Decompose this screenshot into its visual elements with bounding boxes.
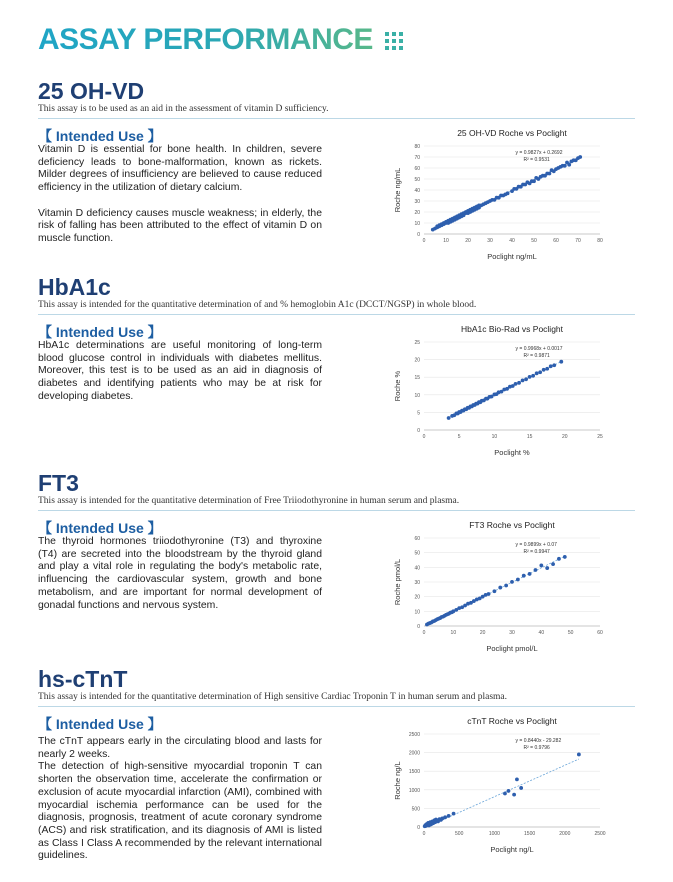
y-tick-label: 70: [414, 155, 420, 161]
y-tick-label: 1500: [408, 769, 420, 776]
data-point: [545, 566, 549, 570]
x-tick-label: 70: [575, 238, 581, 244]
y-tick-label: 30: [414, 199, 420, 205]
x-tick-label: 10: [491, 434, 498, 440]
x-tick-label: 15: [526, 434, 533, 440]
data-point: [507, 789, 511, 793]
x-tick-label: 25: [597, 434, 603, 440]
data-point: [447, 416, 451, 420]
y-axis-label: Roche pmol/L: [393, 558, 402, 606]
data-point: [531, 374, 535, 378]
data-point: [503, 792, 507, 796]
data-point: [452, 812, 456, 816]
x-tick-label: 1500: [524, 831, 536, 837]
chart-ft3: [390, 516, 610, 656]
x-tick-label: 0: [422, 630, 426, 636]
chart-svg: [390, 712, 610, 857]
body-paragraph: HbA1c determinations are useful monitoring of long-term blood glucose control in individuals with diabetes mellitus. Moreover, this test is to be used as an aid in diagnosis of diabetes and identifying patients who may be at risk for developing diabetes.: [38, 340, 322, 402]
r-squared: R² = 0.9796: [523, 745, 550, 751]
section-subtitle: This assay is intended for the quantitative determination of High sensitive Cardiac Troponin T in human serum and plasma.: [38, 692, 508, 702]
data-point: [447, 814, 451, 818]
chart-svg: [390, 516, 610, 656]
x-axis-label: Poclight ng/mL: [487, 252, 537, 261]
body-paragraph: The thyroid hormones triiodothyronine (T3) and thyroxine (T4) are secreted into the bloodstream by the thyroid gland and play a vital role in regulating the body's metabolic rate, influencing the cardiovascular system, growth and bone metabolism, and are important for normal development of gonadal functions and nervous system.: [38, 536, 322, 611]
x-tick-label: 10: [443, 238, 449, 244]
section-body: [38, 736, 322, 863]
x-tick-label: 30: [509, 630, 515, 636]
data-point: [514, 382, 518, 386]
y-tick-label: 0: [417, 232, 420, 238]
y-tick-label: 10: [414, 221, 420, 227]
section-title: HbA1c: [38, 274, 111, 300]
y-tick-label: 15: [414, 375, 420, 382]
section-divider: [38, 510, 635, 511]
x-tick-label: 30: [487, 238, 493, 244]
body-paragraph: Vitamin D deficiency causes muscle weakness; in elderly, the risk of falling has been attributed to the effect of vitamin D on muscle function.: [38, 207, 322, 244]
data-point: [516, 578, 520, 582]
section-body: [38, 340, 322, 404]
y-tick-label: 60: [414, 536, 420, 542]
y-tick-label: 40: [414, 188, 420, 194]
y-axis-label: Roche ng/mL: [393, 167, 402, 213]
y-tick-label: 80: [414, 144, 420, 150]
data-point: [578, 155, 582, 159]
data-point: [532, 179, 536, 183]
x-axis-label: Poclight %: [494, 448, 530, 457]
y-tick-label: 50: [414, 550, 420, 557]
data-point: [563, 555, 567, 559]
body-paragraph: The cTnT appears early in the circulating blood and lasts for nearly 2 weeks.: [38, 736, 322, 760]
data-point: [545, 367, 549, 371]
trend-equation: y = 0.9899x + 0.07: [515, 542, 557, 548]
data-point: [521, 378, 525, 382]
chart-title: HbA1c Bio-Rad vs Poclight: [460, 324, 564, 334]
y-tick-label: 5: [417, 410, 420, 417]
data-point: [538, 370, 542, 374]
intended-use-heading: 【 Intended Use 】: [38, 520, 162, 536]
x-tick-label: 500: [455, 831, 464, 837]
intended-use-heading: 【 Intended Use 】: [38, 324, 162, 340]
chart-vitd: [390, 124, 610, 264]
data-point: [548, 172, 552, 176]
section-body: [38, 144, 322, 246]
y-tick-label: 20: [414, 210, 420, 216]
section-title: 25 OH-VD: [38, 78, 145, 104]
x-axis-label: Poclight pmol/L: [486, 644, 538, 653]
x-tick-label: 0: [422, 831, 426, 837]
y-tick-label: 0: [417, 428, 420, 434]
dots-grid-icon: [385, 32, 403, 50]
y-tick-label: 25: [414, 340, 420, 346]
x-tick-label: 5: [457, 434, 461, 440]
y-tick-label: 40: [414, 565, 420, 572]
r-squared: R² = 0.9871: [523, 353, 550, 359]
data-point: [524, 377, 528, 381]
x-tick-label: 2000: [559, 831, 571, 837]
page-title: [38, 20, 403, 60]
x-tick-label: 50: [531, 238, 537, 244]
data-point: [515, 777, 519, 781]
intended-use-heading: 【 Intended Use 】: [38, 716, 162, 732]
r-squared: R² = 0.9531: [523, 157, 550, 163]
data-point: [506, 191, 510, 195]
chart-title: cTnT Roche vs Poclight: [467, 716, 557, 726]
y-axis-label: Roche ng/L: [393, 761, 402, 800]
data-point: [542, 368, 546, 372]
data-point: [512, 793, 516, 797]
data-point: [510, 580, 514, 584]
chart-title: 25 OH-VD Roche vs Poclight: [457, 128, 567, 138]
intended-use-heading: 【 Intended Use 】: [38, 128, 162, 144]
y-tick-label: 2000: [408, 750, 420, 757]
data-point: [504, 584, 508, 588]
section-title: hs-cTnT: [38, 666, 128, 692]
x-tick-label: 50: [567, 630, 574, 636]
data-point: [493, 589, 497, 593]
intended-use-label: Intended Use: [55, 128, 144, 144]
section-subtitle: This assay is to be used as an aid in the assessment of vitamin D sufficiency.: [38, 104, 329, 114]
data-point: [563, 164, 567, 168]
data-point: [487, 592, 491, 596]
data-point: [519, 786, 523, 790]
data-point: [559, 360, 563, 364]
y-tick-label: 0: [417, 624, 420, 630]
x-tick-label: 40: [538, 630, 545, 636]
data-point: [443, 815, 447, 819]
x-tick-label: 2500: [594, 831, 606, 837]
data-point: [498, 586, 502, 590]
intended-use-label: Intended Use: [55, 324, 144, 340]
body-paragraph: The detection of high-sensitive myocardial troponin T can shorten the observation time, accelerate the confirmation or exclusion of acute myocardial infarction (AMI), combined with myocardial ischemia performance can be used for the diagnosis, prognosis, treatment of acute coronary syndrome (ACS) and risk stratification, and its diagnosis of AMI is listed as Class I Class A recommended by the relevant international guidelines.: [38, 761, 322, 862]
chart-ctnt: [390, 712, 610, 857]
y-tick-label: 10: [414, 609, 420, 616]
x-tick-label: 80: [597, 238, 603, 244]
chart-svg: [390, 320, 610, 460]
data-point: [539, 564, 543, 568]
x-tick-label: 0: [422, 238, 426, 244]
y-tick-label: 60: [414, 166, 420, 172]
trend-equation: y = 0.8440x - 29.282: [515, 738, 562, 744]
x-tick-label: 40: [509, 238, 515, 244]
section-title: FT3: [38, 470, 79, 496]
section-body: [38, 536, 322, 612]
y-tick-label: 2500: [408, 732, 420, 738]
chart-svg: [390, 124, 610, 264]
section-divider: [38, 118, 635, 119]
y-tick-label: 500: [411, 806, 420, 813]
data-point: [534, 568, 538, 572]
section-divider: [38, 706, 635, 707]
y-tick-label: 50: [414, 177, 420, 183]
x-tick-label: 20: [465, 238, 471, 244]
trend-equation: y = 0.9968x + 0.0017: [515, 346, 563, 352]
chart-title: FT3 Roche vs Poclight: [469, 520, 555, 530]
x-axis-label: Poclight ng/L: [490, 845, 534, 854]
x-tick-label: 60: [553, 238, 559, 244]
x-tick-label: 1000: [488, 831, 500, 837]
x-tick-label: 20: [562, 434, 568, 440]
y-tick-label: 10: [414, 392, 420, 399]
y-tick-label: 0: [417, 825, 420, 831]
data-point: [551, 562, 555, 566]
chart-hba1c: [390, 320, 610, 460]
y-axis-label: Roche %: [393, 370, 402, 402]
page-title-text: ASSAY PERFORMANCE: [38, 23, 373, 56]
x-tick-label: 0: [422, 434, 426, 440]
data-point: [522, 574, 526, 578]
y-tick-label: 20: [414, 594, 420, 601]
data-point: [552, 363, 556, 367]
y-tick-label: 30: [414, 580, 420, 586]
data-point: [577, 753, 581, 757]
section-divider: [38, 314, 635, 315]
data-point: [517, 381, 521, 385]
data-point: [557, 557, 561, 561]
data-point: [528, 572, 532, 576]
data-point: [567, 163, 571, 167]
intended-use-label: Intended Use: [55, 520, 144, 536]
y-tick-label: 1000: [408, 787, 420, 794]
data-point: [549, 364, 553, 368]
section-subtitle: This assay is intended for the quantitative determination of and % hemoglobin A1c (DCCT/NGSP) in whole blood.: [38, 300, 477, 310]
x-tick-label: 10: [450, 630, 457, 636]
y-tick-label: 20: [414, 357, 420, 364]
x-tick-label: 60: [597, 630, 603, 636]
data-point: [528, 375, 532, 379]
trend-equation: y = 0.9827x + 0.2692: [515, 150, 563, 156]
x-tick-label: 20: [479, 630, 486, 636]
body-paragraph: Vitamin D is essential for bone health. In children, severe deficiency leads to bone-malformation, known as rickets. Milder degrees of insufficiency are believed to cause reduced efficiency in the utilization of dietary calcium.: [38, 144, 322, 194]
intended-use-label: Intended Use: [55, 716, 144, 732]
data-point: [535, 371, 539, 375]
r-squared: R² = 0.9947: [523, 549, 550, 555]
section-subtitle: This assay is intended for the quantitative determination of Free Triiodothyronine in human serum and plasma.: [38, 496, 460, 506]
